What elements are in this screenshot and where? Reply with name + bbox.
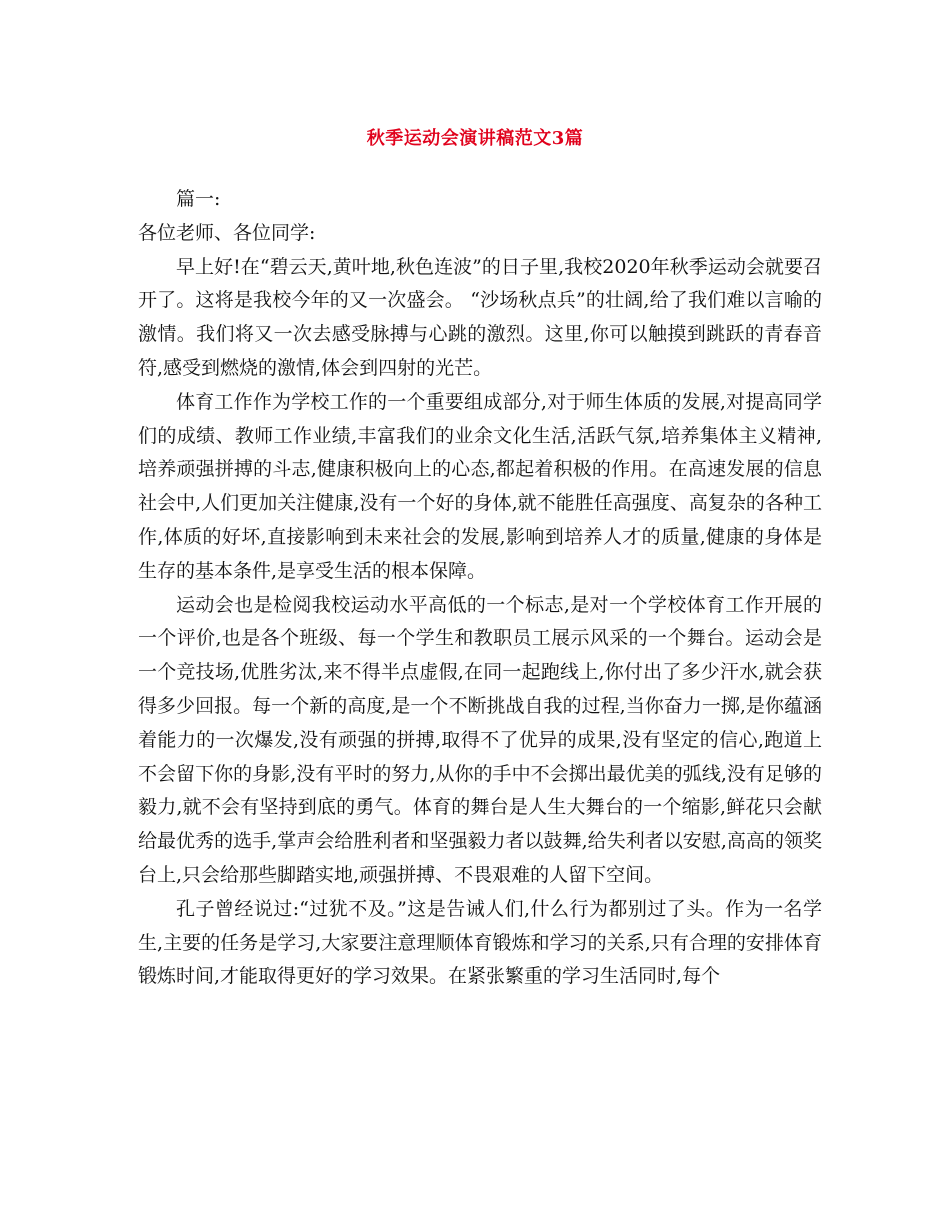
document-body: [138, 183, 822, 994]
paragraph-3: 运动会也是检阅我校运动水平高低的一个标志,是对一个学校体育工作开展的一个评价,也是各个班级、每一个学生和教职员工展示风采的一个舞台。运动会是一个竞技场,优胜劣汰,来不得半点虚假,在同一起跑线上,你付出了多少汗水,就会获得多少回报。每一个新的高度,是一个不断挑战自我的过程,当你奋力一掷,是你蕴涵着能力的一次爆发,没有顽强的拼搏,取得不了优异的成果,没有坚定的信心,跑道上不会留下你的身影,没有平时的努力,从你的手中不会掷出最优美的弧线,没有足够的毅力,就不会有坚持到底的勇气。体育的舞台是人生大舞台的一个缩影,鲜花只会献给最优秀的选手,掌声会给胜利者和坚强毅力者以鼓舞,给失利者以安慰,高高的领奖台上,只会给那些脚踏实地,顽强拼搏、不畏艰难的人留下空间。: [138, 593, 822, 886]
paragraph-1: 早上好!在“碧云天,黄叶地,秋色连波”的日子里,我校2020年秋季运动会就要召开了。这将是我校今年的又一次盛会。 “沙场秋点兵”的壮阔,给了我们难以言喻的激情。我们将又一次去感受脉搏与心跳的激烈。这里,你可以触摸到跳跃的青春音符,感受到燃烧的激情,体会到四射的光芒。: [138, 255, 822, 379]
greeting: 各位老师、各位同学:: [138, 221, 316, 244]
document-title: 秋季运动会演讲稿范文3篇: [366, 128, 584, 149]
paragraph-4: 孔子曾经说过:“过犹不及。”这是告诫人们,什么行为都别过了头。作为一名学生,主要的任务是学习,大家要注意理顺体育锻炼和学习的关系,只有合理的安排体育锻炼时间,才能取得更好的学习效果。在紧张繁重的学习生活同时,每个: [138, 897, 822, 988]
section-label: 篇一:: [176, 188, 221, 210]
paragraph-2: 体育工作作为学校工作的一个重要组成部分,对于师生体质的发展,对提高同学们的成绩、教师工作业绩,丰富我们的业余文化生活,活跃气氛,培养集体主义精神,培养顽强拼搏的斗志,健康积极向上的心态,都起着积极的作用。在高速发展的信息社会中,人们更加关注健康,没有一个好的身体,就不能胜任高强度、高复杂的各种工作,体质的好坏,直接影响到未来社会的发展,影响到培养人才的质量,健康的身体是生存的基本条件,是享受生活的根本保障。: [138, 390, 822, 582]
